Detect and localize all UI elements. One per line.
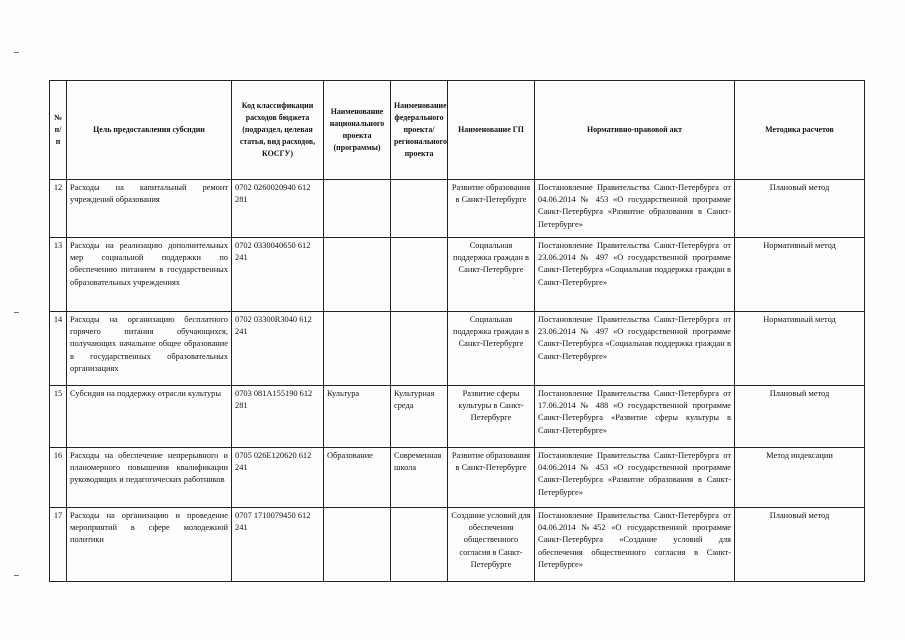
row-method: Плановый метод (735, 508, 865, 582)
row-num: 17 (50, 508, 67, 582)
header-national-project: Наименование национального проекта (программы) (324, 81, 391, 180)
table-row (50, 238, 865, 312)
row-law: Постановление Правительства Санкт-Петербурга от 23.06.2014 № 497 «О государственной программе Санкт-Петербурга «Социальная поддержка граждан в Санкт-Петербурге» (535, 312, 735, 386)
row-method: Плановый метод (735, 386, 865, 448)
row-method: Нормативный метод (735, 238, 865, 312)
row-law: Постановление Правительства Санкт-Петербурга от 04.06.2014 № 453 «О государственной программе Санкт-Петербурга «Развитие образования в Санкт-Петербурге» (535, 448, 735, 508)
row-code: 0707 1710079450 612 241 (232, 508, 324, 582)
row-code: 0703 081A155190 612 281 (232, 386, 324, 448)
row-goal: Субсидия на поддержку отрасли культуры (67, 386, 232, 448)
row-gp: Развитие образования в Санкт-Петербурге (448, 180, 535, 238)
row-code: 0705 026E120620 612 241 (232, 448, 324, 508)
row-code: 0702 0330040650 612 241 (232, 238, 324, 312)
row-federal-project: Культурная среда (391, 386, 448, 448)
row-law: Постановление Правительства Санкт-Петербурга от 04.06.2014 № 453 «О государственной программе Санкт-Петербурга «Развитие образования в Санкт-Петербурге» (535, 180, 735, 238)
row-goal: Расходы на капитальный ремонт учреждений образования (67, 180, 232, 238)
table-row (50, 180, 865, 238)
scan-mark-top (14, 52, 19, 53)
row-goal: Расходы на обеспечение непрерывного и планомерного повышения квалификации руководящих и педагогических работников (67, 448, 232, 508)
subsidy-table (49, 80, 865, 582)
table-row (50, 448, 865, 508)
row-num: 15 (50, 386, 67, 448)
row-gp: Социальная поддержка граждан в Санкт-Петербурге (448, 312, 535, 386)
scan-mark-bottom (14, 575, 19, 576)
row-national-project: Образование (324, 448, 391, 508)
row-federal-project (391, 508, 448, 582)
header-num: № п/п (50, 81, 67, 180)
row-gp: Создание условий для обеспечения общественного согласия в Санкт-Петербурге (448, 508, 535, 582)
row-gp: Развитие сферы культуры в Санкт-Петербурге (448, 386, 535, 448)
row-national-project (324, 508, 391, 582)
row-num: 16 (50, 448, 67, 508)
table-row (50, 386, 865, 448)
row-law: Постановление Правительства Санкт-Петербурга от 04.06.2014 №452 «О государственной программе Санкт-Петербурга «Создание условий для обеспечения общественного согласия в Санкт-Петербурге» (535, 508, 735, 582)
row-federal-project (391, 180, 448, 238)
row-method: Плановый метод (735, 180, 865, 238)
row-federal-project (391, 238, 448, 312)
header-method: Методика расчетов (735, 81, 865, 180)
row-national-project (324, 180, 391, 238)
scan-mark-middle (14, 312, 19, 313)
row-national-project (324, 312, 391, 386)
row-method: Метод индексации (735, 448, 865, 508)
row-federal-project: Современная школа (391, 448, 448, 508)
row-num: 12 (50, 180, 67, 238)
row-national-project (324, 238, 391, 312)
header-gp: Наименование ГП (448, 81, 535, 180)
row-federal-project (391, 312, 448, 386)
table-header-row (50, 81, 865, 180)
row-gp: Социальная поддержка граждан в Санкт-Петербурге (448, 238, 535, 312)
table-row (50, 508, 865, 582)
row-goal: Расходы на организацию и проведение мероприятий в сфере молодежной политики (67, 508, 232, 582)
row-num: 13 (50, 238, 67, 312)
row-code: 0702 03300R3040 612 241 (232, 312, 324, 386)
table-row (50, 312, 865, 386)
row-goal: Расходы на реализацию дополнительных мер социальной поддержки по обеспечению питанием в государственных образовательных учреждениях (67, 238, 232, 312)
row-num: 14 (50, 312, 67, 386)
row-goal: Расходы на организацию бесплатного горячего питания обучающихся, получающих начальное общее образование в государственных образовательных организациях (67, 312, 232, 386)
row-method: Нормативный метод (735, 312, 865, 386)
row-code: 0702 0260020940 612 281 (232, 180, 324, 238)
row-gp: Развитие образования в Санкт-Петербурге (448, 448, 535, 508)
header-federal-project: Наименование федерального проекта/ регионального проекта (391, 81, 448, 180)
row-law: Постановление Правительства Санкт-Петербурга от 17.06.2014 № 488 «О государственной программе Санкт-Петербурга «Развитие сферы культуры в Санкт-Петербурге» (535, 386, 735, 448)
header-code: Код классификации расходов бюджета (подраздел, целевая статья, вид расходов, КОСГУ) (232, 81, 324, 180)
row-national-project: Культура (324, 386, 391, 448)
row-law: Постановление Правительства Санкт-Петербурга от 23.06.2014 № 497 «О государственной программе Санкт-Петербурга «Социальная поддержка граждан в Санкт-Петербурге» (535, 238, 735, 312)
header-law: Нормативно-правовой акт (535, 81, 735, 180)
header-goal: Цель предоставления субсидии (67, 81, 232, 180)
